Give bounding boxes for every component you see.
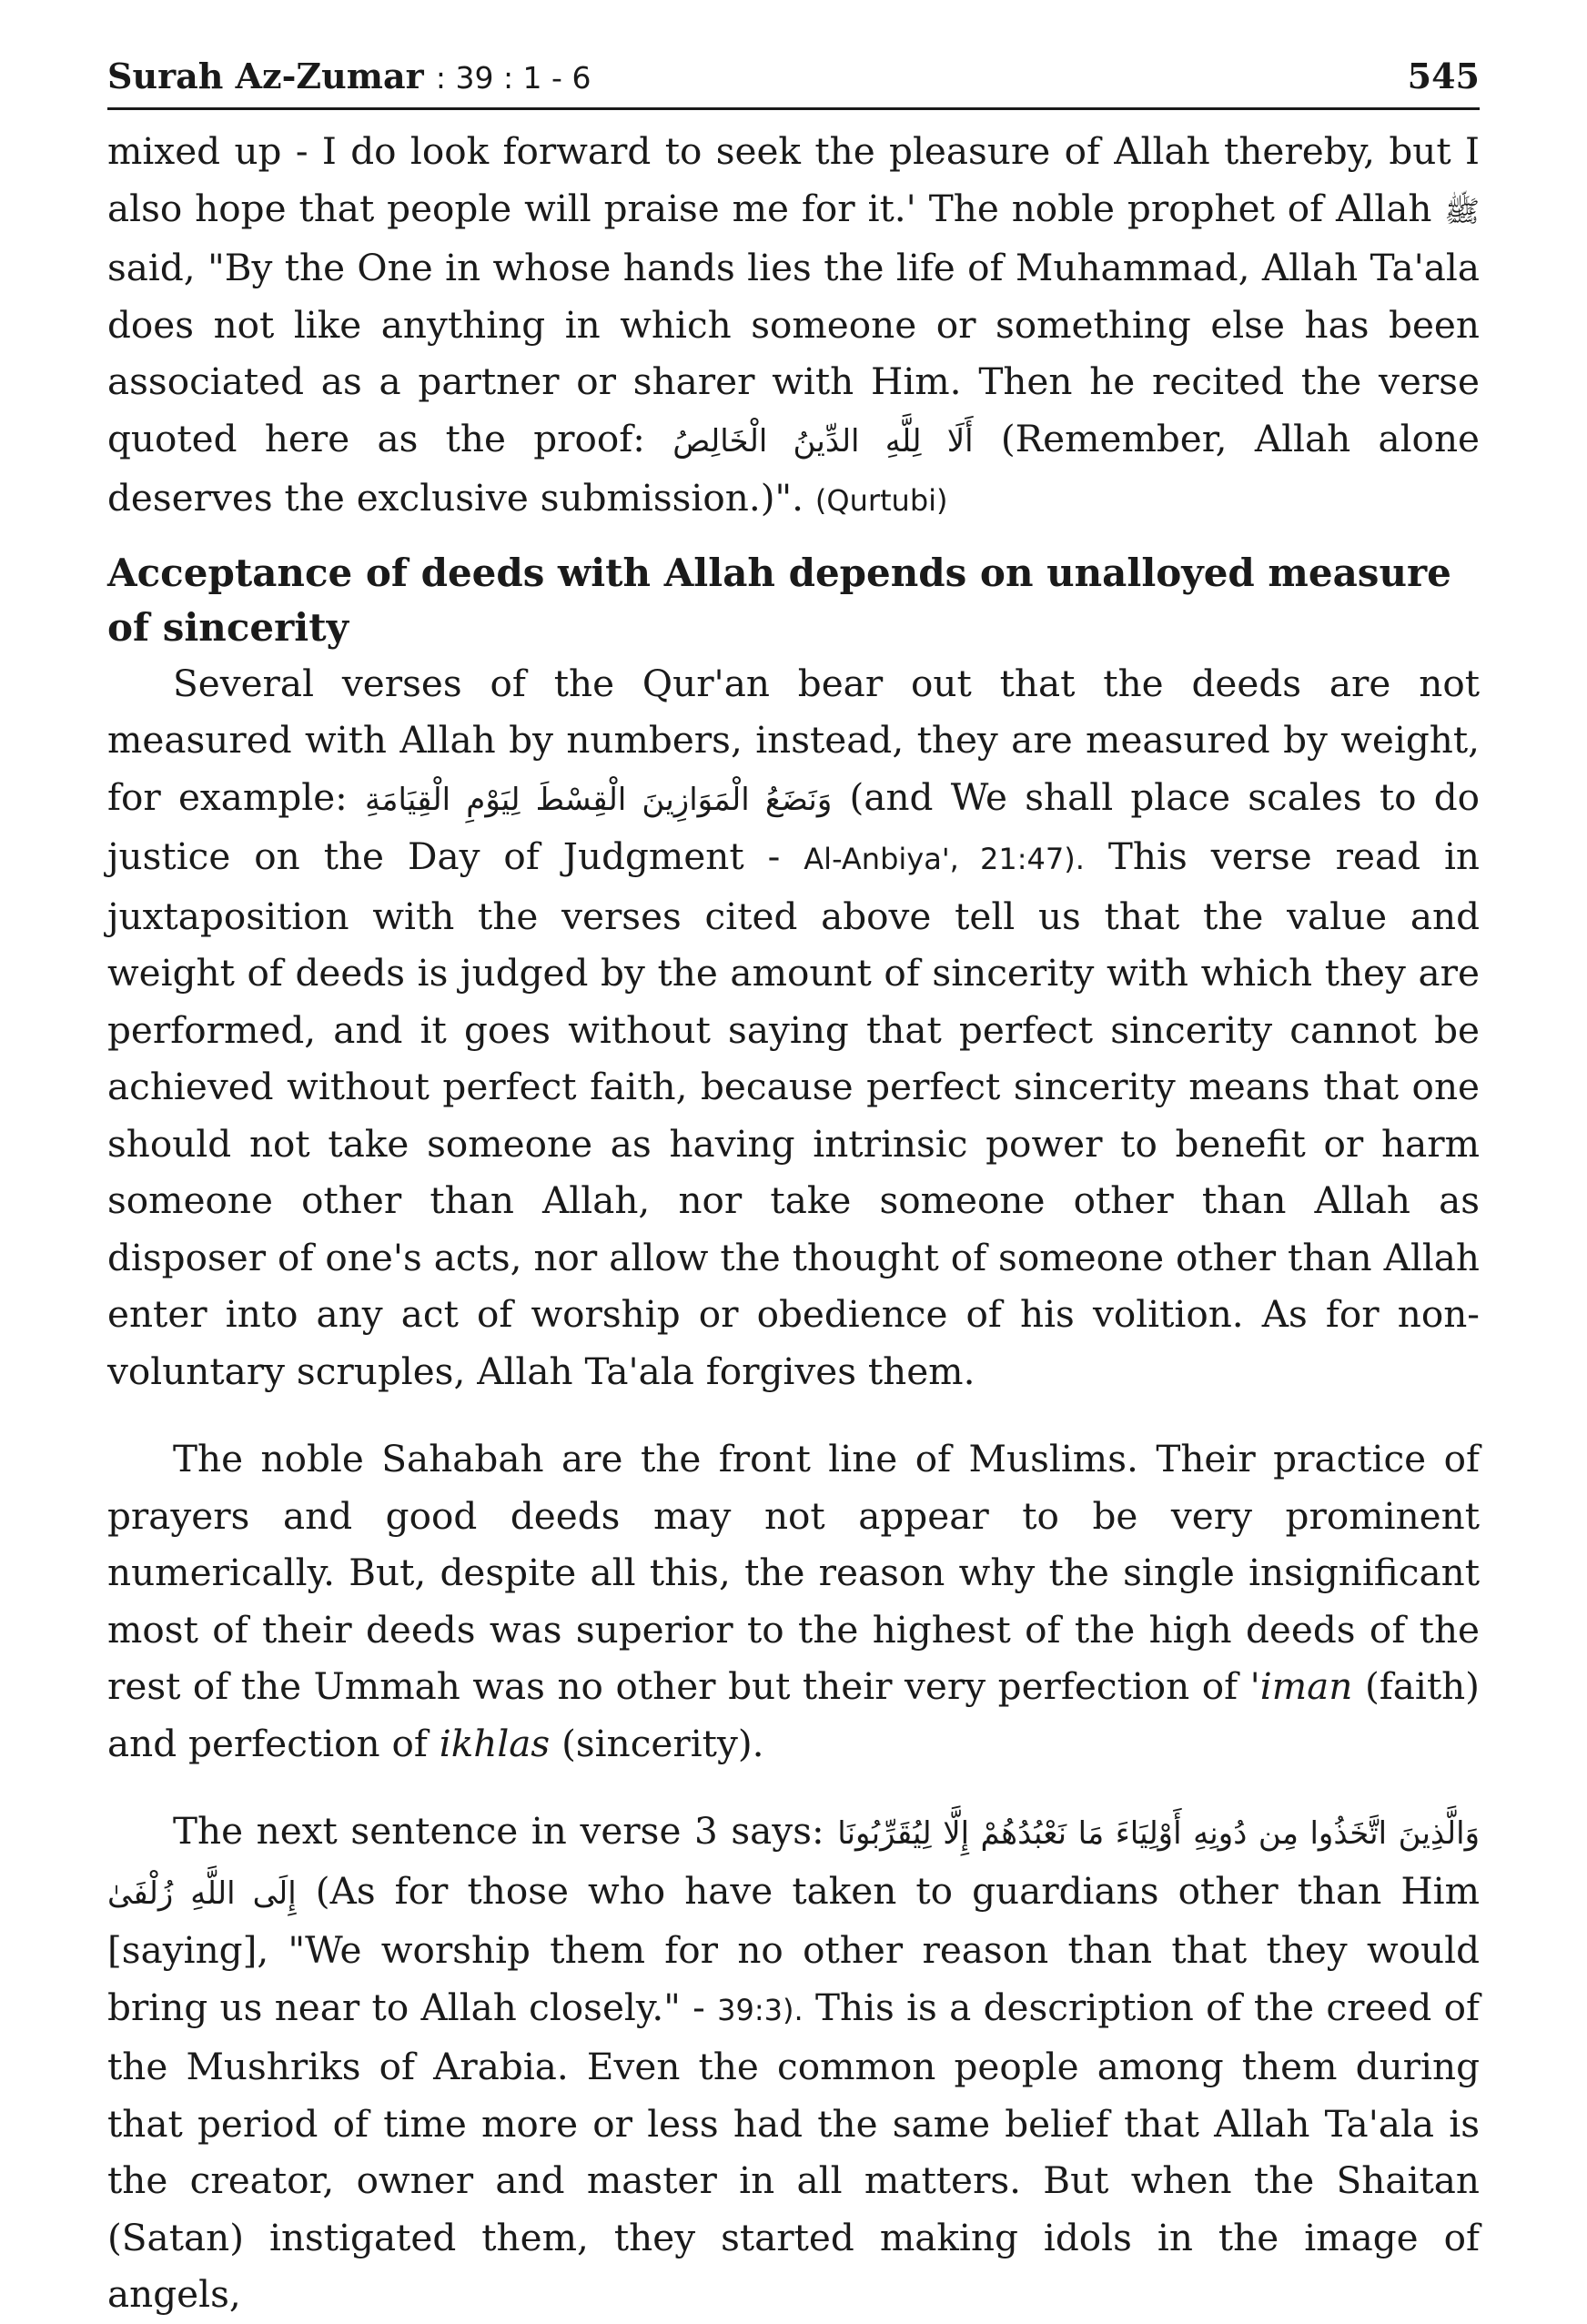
running-head-title-group <box>107 55 591 100</box>
paragraph-3-text-a: The noble Sahabah are the front line of Muslims. Their practice of prayers and good deeds may not appear to be very prominent numerically. But, despite all this, the reason why the single insignificant most of their deeds was superior to the highest of the high deeds of the rest of the Ummah was no other but their very perfection of <box>107 1437 1480 1708</box>
paragraph-3-text-b: (faith) and perfection of <box>107 1664 1480 1765</box>
paragraph-4-text-a: The next sentence in verse 3 says: <box>173 1809 824 1853</box>
citation-anbiya: Al-Anbiya', 21:47). <box>804 842 1085 876</box>
paragraph-2-text-a: Several verses of the Qur'an bear out that the deeds are not measured with Allah by numbers, instead, they are measured by weight, for example: <box>107 661 1480 819</box>
page-number: 545 <box>1407 56 1480 96</box>
arabic-verse-1: أَلَا لِلَّهِ الدِّينُ الْخَالِصُ <box>672 422 974 460</box>
paragraph-2-text-c: This verse read in juxtaposition with the verses cited above tell us that the value and weight of deeds is judged by the amount of sincerity with which they are performed, and it goes without saying that perfect sincerity cannot be achieved without perfect faith, because perfect sincerity means that one should not take someone as having intrinsic power to benefit or harm someone other than Allah, nor take someone other than Allah as disposer of one's acts, nor allow the thought of someone other than Allah enter into any act of worship or obedience of his volition. As for non-voluntary scruples, Allah Ta'ala forgives them. <box>107 834 1481 1393</box>
arabic-verse-2: وَنَضَعُ الْمَوَازِينَ الْقِسْطَ لِيَوْمِ الْقِيَامَةِ <box>365 781 833 818</box>
term-iman: 'iman <box>1249 1664 1353 1708</box>
paragraph-2 <box>107 655 1480 1400</box>
paragraph-3 <box>107 1430 1480 1772</box>
paragraph-4-text-c: This is a description of the creed of the Mushriks of Arabia. Even the common people among them during that period of time more or less had the same belief that Allah Ta'ala is the creator, owner and master in all matters. But when the Shaitan (Satan) instigated them, they started making idols in the image of angels, <box>107 1985 1481 2316</box>
running-head <box>107 55 1480 110</box>
paragraph-2-text-b: (and We shall place scales to do justice on the Day of Judgment - <box>107 774 1481 878</box>
surah-title: Surah Az-Zumar <box>107 56 424 96</box>
paragraph-3-text-c: (sincerity). <box>561 1721 764 1765</box>
paragraph-1-text-a: mixed up - I do look forward to seek the pleasure of Allah thereby, but I also hope that people will praise me for it.' The noble prophet of Allah <box>107 129 1480 230</box>
honorific-glyph: ﷺ <box>1444 193 1480 228</box>
paragraph-4-text-b: (As for those who have taken to guardians other than Him [saying], "We worship them for no other reason than that they would bring us near to Allah closely." - <box>107 1868 1481 2029</box>
citation-qurtubi: (Qurtubi) <box>814 483 948 518</box>
page <box>107 55 1480 2323</box>
citation-39-3: 39:3). <box>717 1992 804 2027</box>
paragraph-1 <box>107 123 1480 530</box>
paragraph-1-text-c: (Remember, Allah alone deserves the exclusive submission.)". <box>107 416 1480 520</box>
surah-reference: : 39 : 1 - 6 <box>435 60 591 96</box>
section-heading: Acceptance of deeds with Allah depends on unalloyed measure of sincerity <box>107 550 1451 650</box>
paragraph-1-text-b: said, "By the One in whose hands lies the life of Muhammad, Allah Ta'ala does not like anything in which someone or something else has been associated as a partner or sharer with Him. Then he recited the verse quoted here as the proof: <box>107 246 1480 460</box>
arabic-verse-3: وَالَّذِينَ اتَّخَذُوا مِن دُونِهِ أَوْلِيَاءَ مَا نَعْبُدُهُمْ إِلَّا لِيُقَرِّبُونَا إِلَى اللَّهِ زُلْفَىٰ <box>107 1815 1480 1912</box>
term-ikhlas: ikhlas <box>439 1721 551 1765</box>
paragraph-4 <box>107 1803 1480 2323</box>
